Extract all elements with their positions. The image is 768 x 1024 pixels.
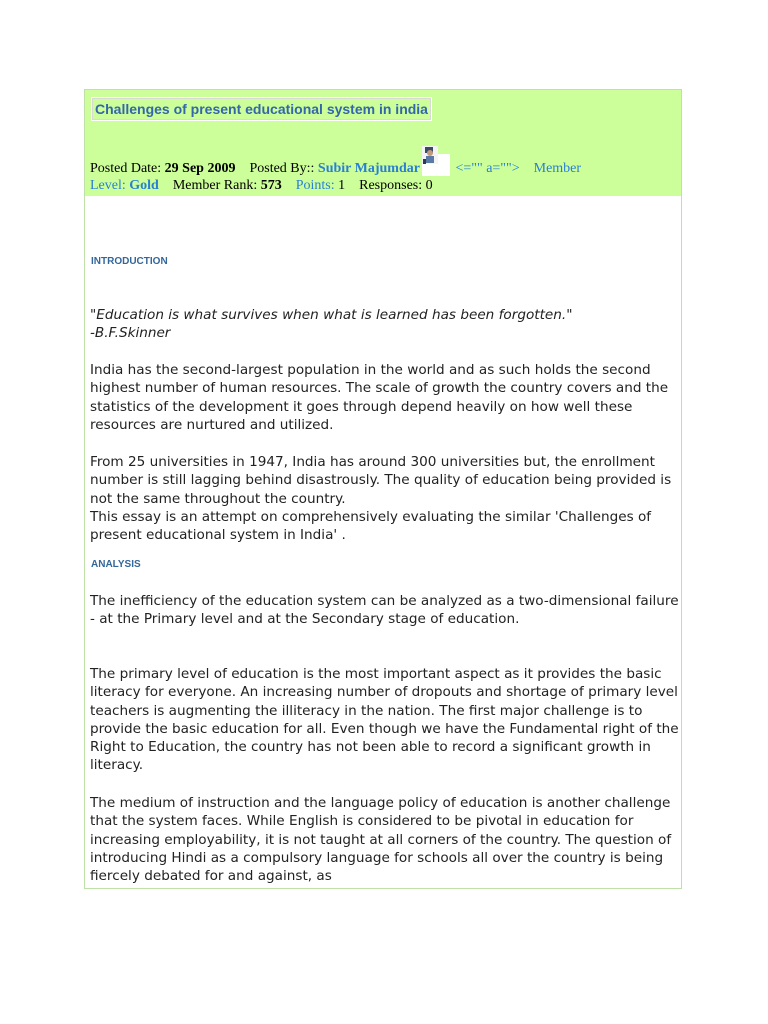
level-label[interactable]: Level: [90, 178, 126, 193]
article-header [85, 90, 681, 196]
points-label[interactable]: Points: [295, 178, 335, 193]
rank-label: Member Rank: [172, 178, 258, 193]
analysis-paragraph-1: The inefficiency of the education system can be analyzed as a two-dimensional failure - at the Primary level and at the Secondary stage of education. [90, 593, 679, 628]
posted-date-label: Posted Date: [90, 161, 162, 176]
responses-label: Responses: [359, 178, 423, 193]
quote-block [90, 306, 682, 343]
intro-paragraph-2-text: From 25 universities in 1947, India has around 300 universities but, the enrollment number is still lagging behind disastrously. The quality of education being provided is not the same throughout the country. [90, 454, 672, 507]
avatar-icon[interactable] [422, 154, 450, 176]
intro-paragraph-2-essay: This essay is an attempt on comprehensively evaluating the similar 'Challenges of present educational system in India' . [90, 508, 652, 544]
level-value: Gold [129, 178, 159, 193]
posted-by-label: Posted By:: [249, 161, 315, 176]
stray-markup-text: <="" a=""> [455, 161, 520, 176]
posted-date: 29 Sep 2009 [164, 161, 236, 176]
analysis-heading: ANALYSIS [91, 559, 141, 570]
responses-value: 0 [425, 178, 433, 193]
quote-text: "Education is what survives when what is learned has been forgotten." [90, 307, 573, 323]
article-frame [84, 89, 682, 889]
points-value: 1 [338, 178, 346, 193]
author-link[interactable]: Subir Majumdar [317, 161, 420, 176]
quote-attribution: -B.F.Skinner [90, 325, 171, 342]
analysis-paragraph-2: The primary level of education is the most important aspect as it provides the basic literacy for everyone. An increasing number of dropouts and shortage of primary level teachers is augmenting the illiteracy in the nation. The first major challenge is to provide the basic education for all. Even though we have the Fundamental right of the Right to Education, the country has not been able to record a significant growth in literacy. [90, 666, 679, 774]
post-meta [90, 154, 675, 194]
introduction-heading: INTRODUCTION [91, 256, 168, 267]
analysis-paragraph-3: The medium of instruction and the language policy of education is another challenge that the system faces. While English is considered to be pivotal in education for increasing employability, it is not taught at all corners of the country. The question of introducing Hindi as a compulsory language for schools all over the country is being fiercely debated for and against, as [90, 795, 672, 885]
rank-value: 573 [260, 178, 282, 193]
member-label[interactable]: Member [533, 161, 582, 176]
intro-paragraph-2 [90, 453, 682, 544]
intro-paragraph-1: India has the second-largest population in the world and as such holds the second highest number of human resources. The scale of growth the country covers and the statistics of the development it goes through depend heavily on how well these resources are nurtured and utilized. [90, 362, 669, 433]
article-title[interactable]: Challenges of present educational system in india [91, 97, 432, 121]
